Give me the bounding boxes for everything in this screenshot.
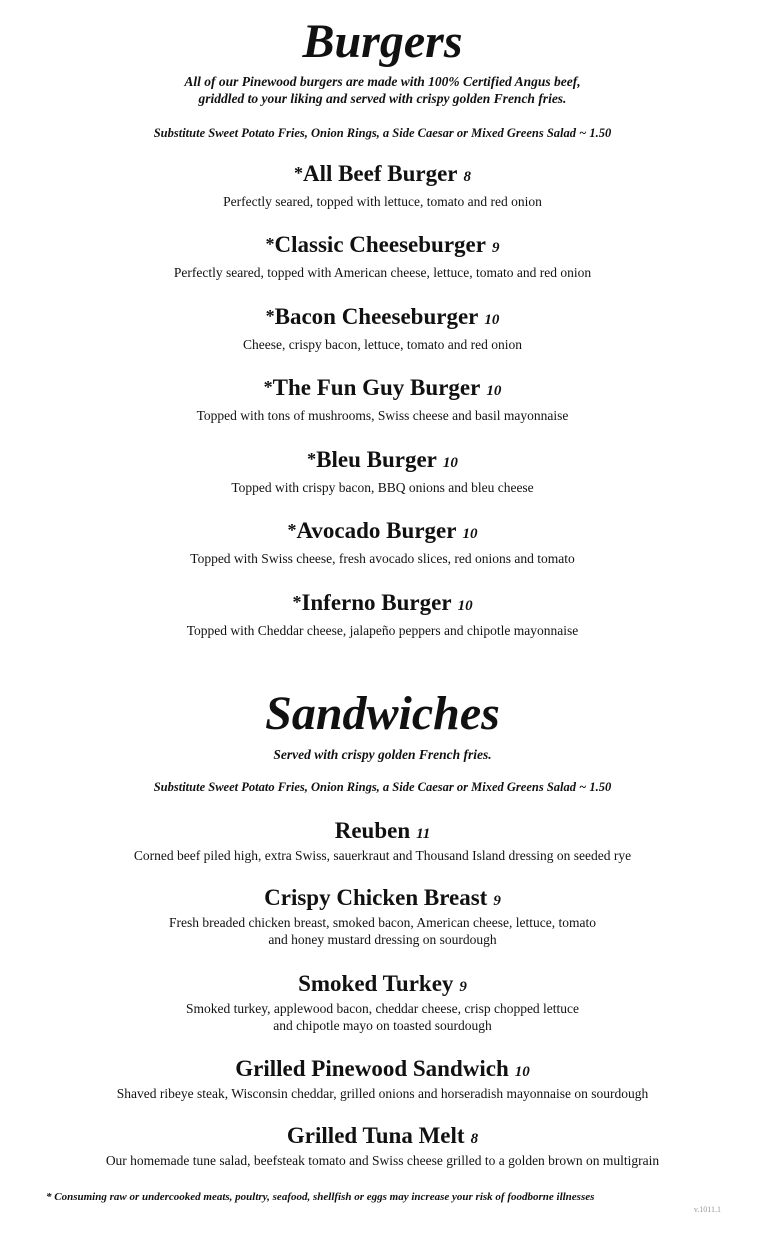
item-name: Avocado Burger xyxy=(296,518,457,543)
sandwiches-section-header xyxy=(0,687,765,740)
menu-item-all-beef-burger xyxy=(0,161,765,210)
item-name: Classic Cheeseburger xyxy=(274,232,486,257)
item-price: 9 xyxy=(493,893,501,909)
menu-item-avocado-burger xyxy=(0,518,765,567)
menu-item-smoked-turkey xyxy=(0,971,765,1034)
item-description: Topped with Cheddar cheese, jalapeño peppers and chipotle mayonnaise xyxy=(186,623,579,638)
item-price: 10 xyxy=(462,526,478,542)
menu-item-bleu-burger xyxy=(0,447,765,496)
raw-warning-asterisk: * xyxy=(293,163,303,183)
menu-item-reuben xyxy=(0,818,765,864)
item-name: Reuben xyxy=(334,818,411,843)
item-price: 9 xyxy=(459,979,467,995)
raw-warning-asterisk: * xyxy=(307,449,317,469)
item-price: 8 xyxy=(463,169,472,185)
burgers-intro-line1: All of our Pinewood burgers are made with 100% Certified Angus beef, xyxy=(184,74,581,89)
item-name: Inferno Burger xyxy=(301,590,452,615)
burgers-title: Burgers xyxy=(302,15,463,68)
item-description: Perfectly seared, topped with American cheese, lettuce, tomato and red onion xyxy=(173,265,592,280)
item-description-line1: Smoked turkey, applewood bacon, cheddar cheese, crisp chopped lettuce xyxy=(185,1001,580,1016)
menu-item-classic-cheeseburger xyxy=(0,232,765,281)
item-price: 10 xyxy=(514,1064,530,1080)
raw-warning-asterisk: * xyxy=(287,520,297,540)
item-description-line2: and honey mustard dressing on sourdough xyxy=(268,932,497,947)
item-description-line2: and chipotle mayo on toasted sourdough xyxy=(273,1018,492,1033)
food-safety-disclaimer: * Consuming raw or undercooked meats, poultry, seafood, shellfish or eggs may increase your risk of foodborne illnesses xyxy=(46,1191,595,1203)
raw-warning-asterisk: * xyxy=(265,306,275,326)
item-name: Crispy Chicken Breast xyxy=(264,885,488,910)
item-price: 10 xyxy=(486,383,502,399)
item-name: Smoked Turkey xyxy=(298,971,454,996)
item-price: 10 xyxy=(457,598,473,614)
menu-item-fun-guy-burger xyxy=(0,375,765,424)
item-price: 10 xyxy=(442,455,458,471)
item-description: Perfectly seared, topped with lettuce, tomato and red onion xyxy=(223,194,542,209)
version-label: v.1011.1 xyxy=(693,1205,721,1214)
item-price: 8 xyxy=(470,1131,479,1147)
raw-warning-asterisk: * xyxy=(292,592,302,612)
sandwiches-title: Sandwiches xyxy=(265,687,500,740)
item-name: Grilled Tuna Melt xyxy=(286,1123,465,1148)
item-description-line1: Fresh breaded chicken breast, smoked bacon, American cheese, lettuce, tomato xyxy=(169,915,596,930)
item-price: 9 xyxy=(491,240,500,256)
item-name: Grilled Pinewood Sandwich xyxy=(235,1056,509,1081)
raw-warning-asterisk: * xyxy=(265,234,275,254)
item-description: Topped with Swiss cheese, fresh avocado slices, red onions and tomato xyxy=(190,551,575,566)
sandwiches-substitute-note: Substitute Sweet Potato Fries, Onion Rings, a Side Caesar or Mixed Greens Salad ~ 1.50 xyxy=(153,780,612,794)
item-description: Topped with tons of mushrooms, Swiss cheese and basil mayonnaise xyxy=(196,408,569,423)
item-name: Bacon Cheeseburger xyxy=(274,304,479,329)
raw-warning-asterisk: * xyxy=(263,377,273,397)
item-description: Shaved ribeye steak, Wisconsin cheddar, grilled onions and horseradish mayonnaise on sourdough xyxy=(116,1086,649,1101)
item-description: Topped with crispy bacon, BBQ onions and bleu cheese xyxy=(231,480,534,495)
item-price: 11 xyxy=(416,826,431,842)
item-name: The Fun Guy Burger xyxy=(272,375,481,400)
menu-item-grilled-pinewood-sandwich xyxy=(0,1056,765,1102)
item-name: All Beef Burger xyxy=(302,161,458,186)
menu-item-crispy-chicken-breast xyxy=(0,885,765,948)
burgers-intro-line2: griddled to your liking and served with crispy golden French fries. xyxy=(198,91,567,106)
burgers-intro xyxy=(0,73,765,107)
item-name: Bleu Burger xyxy=(316,447,437,472)
menu-item-grilled-tuna-melt xyxy=(0,1123,765,1169)
item-description: Our homemade tune salad, beefsteak tomato and Swiss cheese grilled to a golden brown on multigrain xyxy=(105,1153,660,1168)
sandwiches-intro: Served with crispy golden French fries. xyxy=(273,747,492,762)
item-description: Cheese, crispy bacon, lettuce, tomato and red onion xyxy=(243,337,522,352)
menu-item-inferno-burger xyxy=(0,590,765,639)
menu-item-bacon-cheeseburger xyxy=(0,304,765,353)
item-description: Corned beef piled high, extra Swiss, sauerkraut and Thousand Island dressing on seeded rye xyxy=(133,848,632,863)
burgers-section-header xyxy=(0,15,765,68)
burgers-substitute-note: Substitute Sweet Potato Fries, Onion Rings, a Side Caesar or Mixed Greens Salad ~ 1.50 xyxy=(153,126,612,140)
item-price: 10 xyxy=(484,312,500,328)
